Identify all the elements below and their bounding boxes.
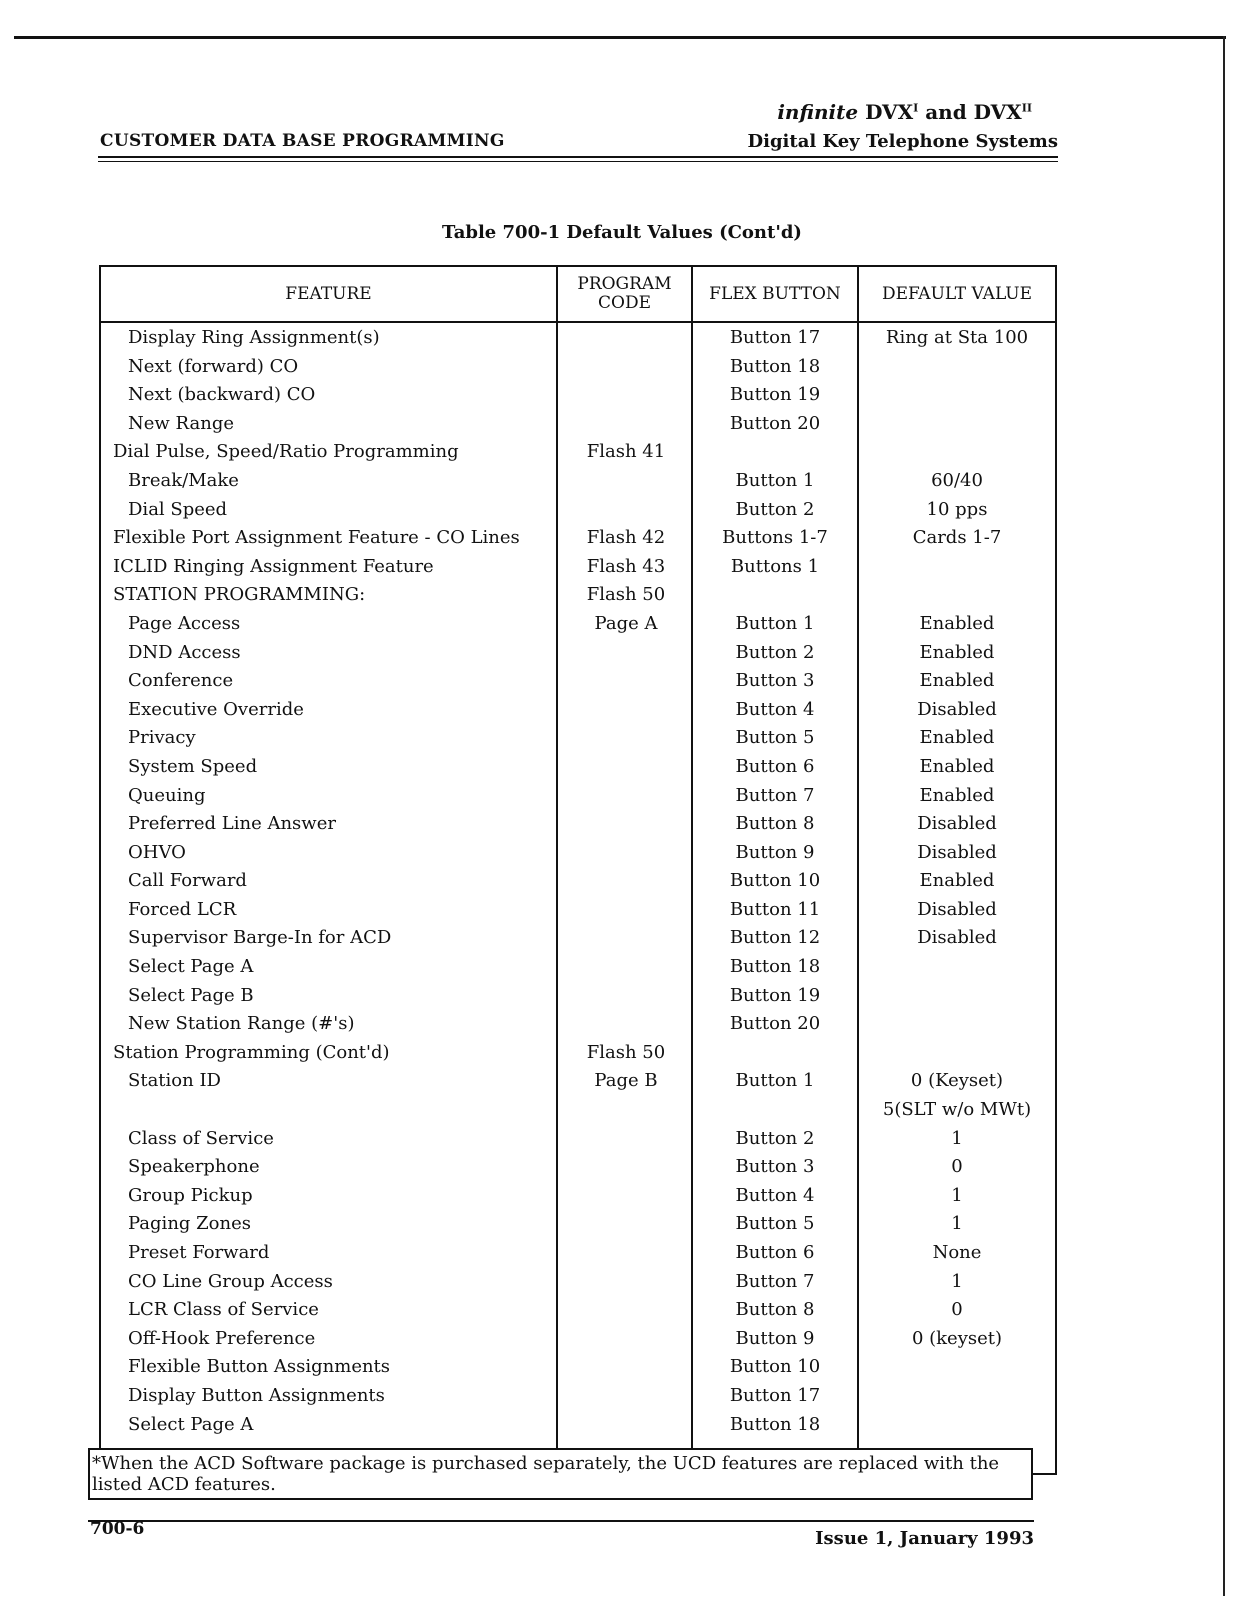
cell-default-value: Disabled — [917, 698, 997, 720]
cell-flex-button: Button 5 — [735, 1213, 815, 1235]
cell-program-code: Page A — [594, 612, 658, 634]
cell-feature: Call Forward — [128, 870, 247, 892]
cell-program-code: Flash 50 — [586, 1041, 666, 1063]
cell-flex-button: Button 10 — [729, 870, 821, 892]
table-row — [101, 1042, 1055, 1071]
cell-default-value: Ring at Sta 100 — [885, 327, 1029, 348]
footer-rule — [88, 1520, 1034, 1522]
cell-flex-button: Button 17 — [729, 327, 821, 348]
cell-flex-button: Button 1 — [735, 1070, 815, 1092]
page-frame-top — [14, 36, 1226, 39]
header-rule — [98, 156, 1058, 158]
cell-feature: Paging Zones — [128, 1213, 251, 1235]
cell-default-value: 0 (Keyset) — [910, 1070, 1004, 1092]
cell-feature: Page Access — [128, 612, 241, 634]
table-row — [101, 870, 1055, 899]
table-row — [101, 1213, 1055, 1242]
cell-flex-button: Button 18 — [729, 1413, 821, 1435]
table-row — [101, 1156, 1055, 1185]
cell-flex-button: Button 9 — [735, 841, 815, 863]
table-row — [101, 1070, 1055, 1099]
cell-flex-button: Button 4 — [735, 698, 815, 720]
table-row — [101, 899, 1055, 928]
cell-feature: Dial Pulse, Speed/Ratio Programming — [113, 441, 459, 463]
cell-flex-button: Button 3 — [735, 1156, 815, 1178]
cell-feature: Class of Service — [128, 1127, 274, 1149]
cell-flex-button: Button 6 — [735, 755, 815, 777]
cell-flex-button: Button 19 — [729, 384, 821, 406]
cell-flex-button: Button 20 — [729, 1013, 821, 1035]
cell-feature: Group Pickup — [128, 1184, 253, 1206]
cell-flex-button: Button 9 — [735, 1327, 815, 1349]
table-row — [101, 842, 1055, 871]
cell-default-value: Enabled — [919, 670, 995, 692]
table-row — [101, 1299, 1055, 1328]
cell-program-code: Flash 43 — [586, 555, 666, 577]
table-row — [101, 441, 1055, 470]
cell-flex-button: Button 10 — [729, 1356, 821, 1378]
table-row — [101, 927, 1055, 956]
cell-feature: Supervisor Barge-In for ACD — [128, 927, 392, 949]
cell-feature: Break/Make — [128, 469, 239, 491]
cell-feature: Privacy — [128, 727, 196, 749]
col-header-program-code: PROGRAM CODE — [577, 274, 672, 313]
table-row — [101, 1414, 1055, 1443]
page-number: 700-6 — [90, 1519, 145, 1539]
cell-feature: CO Line Group Access — [128, 1270, 333, 1292]
page-frame-right — [1223, 36, 1225, 1596]
cell-feature: New Range — [128, 412, 234, 434]
cell-flex-button: Button 1 — [735, 469, 815, 491]
cell-flex-button: Button 1 — [735, 612, 815, 634]
cell-default-value: Disabled — [917, 813, 997, 835]
cell-default-value: None — [932, 1242, 982, 1263]
cell-feature: Next (forward) CO — [128, 355, 299, 377]
table-row — [101, 642, 1055, 671]
cell-default-value: Enabled — [919, 727, 995, 749]
cell-default-value: 0 — [951, 1156, 963, 1178]
cell-feature: Select Page A — [128, 956, 254, 978]
cell-feature: Off-Hook Preference — [128, 1327, 316, 1349]
cell-default-value: 1 — [951, 1270, 963, 1292]
cell-flex-button: Button 2 — [735, 498, 815, 520]
cell-default-value: 0 — [951, 1299, 963, 1321]
table-row — [101, 1356, 1055, 1385]
table-row — [101, 413, 1055, 442]
cell-default-value: Disabled — [917, 841, 997, 863]
table-row — [101, 1328, 1055, 1357]
cell-program-code: Flash 42 — [586, 527, 666, 549]
cell-feature: Conference — [128, 670, 234, 692]
table-body — [101, 327, 1055, 1442]
table-row — [101, 1185, 1055, 1214]
cell-feature: Select Page A — [128, 1413, 254, 1435]
cell-feature: Flexible Port Assignment Feature - CO Lines — [113, 527, 520, 549]
cell-program-code: Flash 41 — [586, 441, 666, 463]
cell-feature: ICLID Ringing Assignment Feature — [113, 555, 434, 577]
cell-default-value: 1 — [951, 1127, 963, 1149]
cell-default-value: Enabled — [919, 755, 995, 777]
cell-feature: Display Button Assignments — [128, 1384, 385, 1406]
cell-feature: DND Access — [128, 641, 241, 663]
table-row — [101, 613, 1055, 642]
cell-flex-button: Button 11 — [729, 898, 821, 920]
cell-feature: System Speed — [128, 755, 258, 777]
table-row — [101, 956, 1055, 985]
cell-default-value: Enabled — [919, 784, 995, 806]
table-row — [101, 1128, 1055, 1157]
cell-flex-button: Button 8 — [735, 813, 815, 835]
table-row — [101, 1271, 1055, 1300]
table-row — [101, 670, 1055, 699]
table-row — [101, 384, 1055, 413]
cell-feature: Forced LCR — [128, 898, 237, 920]
cell-feature: Select Page B — [128, 984, 254, 1006]
table-row — [101, 584, 1055, 613]
table-row — [101, 813, 1055, 842]
table-row — [101, 699, 1055, 728]
col-header-feature: FEATURE — [285, 283, 372, 304]
cell-flex-button: Buttons 1-7 — [722, 527, 828, 549]
cell-feature: Preset Forward — [128, 1242, 270, 1263]
cell-flex-button: Button 3 — [735, 670, 815, 692]
table-row — [101, 1385, 1055, 1414]
header-divider — [101, 321, 1055, 323]
cell-program-code: Flash 50 — [586, 584, 666, 606]
cell-default-value: 1 — [951, 1213, 963, 1235]
cell-flex-button: Button 8 — [735, 1299, 815, 1321]
header-rule-thin — [98, 161, 1058, 162]
cell-feature: Flexible Button Assignments — [128, 1356, 391, 1378]
footnote: *When the ACD Software package is purchased separately, the UCD features are replaced with the listed ACD features. — [92, 1453, 1000, 1495]
cell-feature: New Station Range (#'s) — [128, 1013, 355, 1035]
cell-flex-button: Button 7 — [735, 784, 815, 806]
table-row — [101, 1013, 1055, 1042]
cell-feature: Preferred Line Answer — [128, 813, 336, 835]
section-title: CUSTOMER DATA BASE PROGRAMMING — [100, 131, 505, 151]
table-row — [101, 1242, 1055, 1271]
cell-feature: Executive Override — [128, 698, 304, 720]
cell-default-value: Cards 1-7 — [912, 527, 1002, 549]
cell-default-value: 60/40 — [931, 469, 983, 491]
cell-flex-button: Button 6 — [735, 1242, 815, 1263]
cell-feature: Station Programming (Cont'd) — [113, 1041, 390, 1063]
cell-flex-button: Button 18 — [729, 956, 821, 978]
table-row — [101, 785, 1055, 814]
cell-feature: Speakerphone — [128, 1156, 260, 1178]
table-row — [101, 470, 1055, 499]
cell-feature: Next (backward) CO — [128, 384, 316, 406]
cell-default-value: Enabled — [919, 870, 995, 892]
cell-feature: Display Ring Assignment(s) — [128, 327, 380, 348]
cell-feature: LCR Class of Service — [128, 1299, 319, 1321]
col-header-default-value: DEFAULT VALUE — [881, 283, 1033, 304]
table-row — [101, 327, 1055, 356]
cell-default-value: Enabled — [919, 641, 995, 663]
table-row — [101, 356, 1055, 385]
defaults-table — [99, 265, 1057, 1475]
table-row — [101, 556, 1055, 585]
cell-flex-button: Button 2 — [735, 1127, 815, 1149]
cell-flex-button: Button 19 — [729, 984, 821, 1006]
product-subtitle: Digital Key Telephone Systems — [747, 131, 1058, 152]
cell-flex-button: Button 17 — [729, 1384, 821, 1406]
cell-flex-button: Button 12 — [729, 927, 821, 949]
cell-program-code: Page B — [594, 1070, 658, 1092]
cell-flex-button: Button 7 — [735, 1270, 815, 1292]
product-title: infinite $DVX^I$ and $DVX^{II}$ — [777, 100, 1032, 124]
table-caption: Table 700-1 Default Values (Cont'd) — [442, 222, 802, 243]
table-row — [101, 985, 1055, 1014]
issue-date: Issue 1, January 1993 — [815, 1528, 1034, 1549]
cell-flex-button: Button 20 — [729, 412, 821, 434]
cell-flex-button: Button 5 — [735, 727, 815, 749]
table-row — [101, 527, 1055, 556]
table-row — [101, 499, 1055, 528]
cell-flex-button: Button 18 — [729, 355, 821, 377]
col-header-flex-button: FLEX BUTTON — [709, 283, 841, 304]
cell-default-value: Disabled — [917, 898, 997, 920]
cell-default-value: Disabled — [917, 927, 997, 949]
cell-default-value: 0 (keyset) — [911, 1327, 1003, 1349]
table-row — [101, 756, 1055, 785]
cell-feature: Dial Speed — [128, 498, 228, 520]
footnote-box — [88, 1448, 1033, 1500]
cell-default-value: 1 — [951, 1184, 963, 1206]
table-row — [101, 727, 1055, 756]
cell-feature: Queuing — [128, 784, 206, 806]
cell-default-value: Enabled — [919, 612, 995, 634]
cell-flex-button: Buttons 1 — [730, 555, 820, 577]
cell-default-value: 10 pps — [926, 498, 988, 520]
table-row — [101, 1099, 1055, 1128]
cell-flex-button: Button 2 — [735, 641, 815, 663]
cell-feature: OHVO — [128, 841, 186, 863]
cell-feature: STATION PROGRAMMING: — [113, 584, 366, 606]
cell-flex-button: Button 4 — [735, 1184, 815, 1206]
cell-default-value: 5(SLT w/o MWt) — [882, 1099, 1032, 1121]
cell-feature: Station ID — [128, 1070, 221, 1092]
